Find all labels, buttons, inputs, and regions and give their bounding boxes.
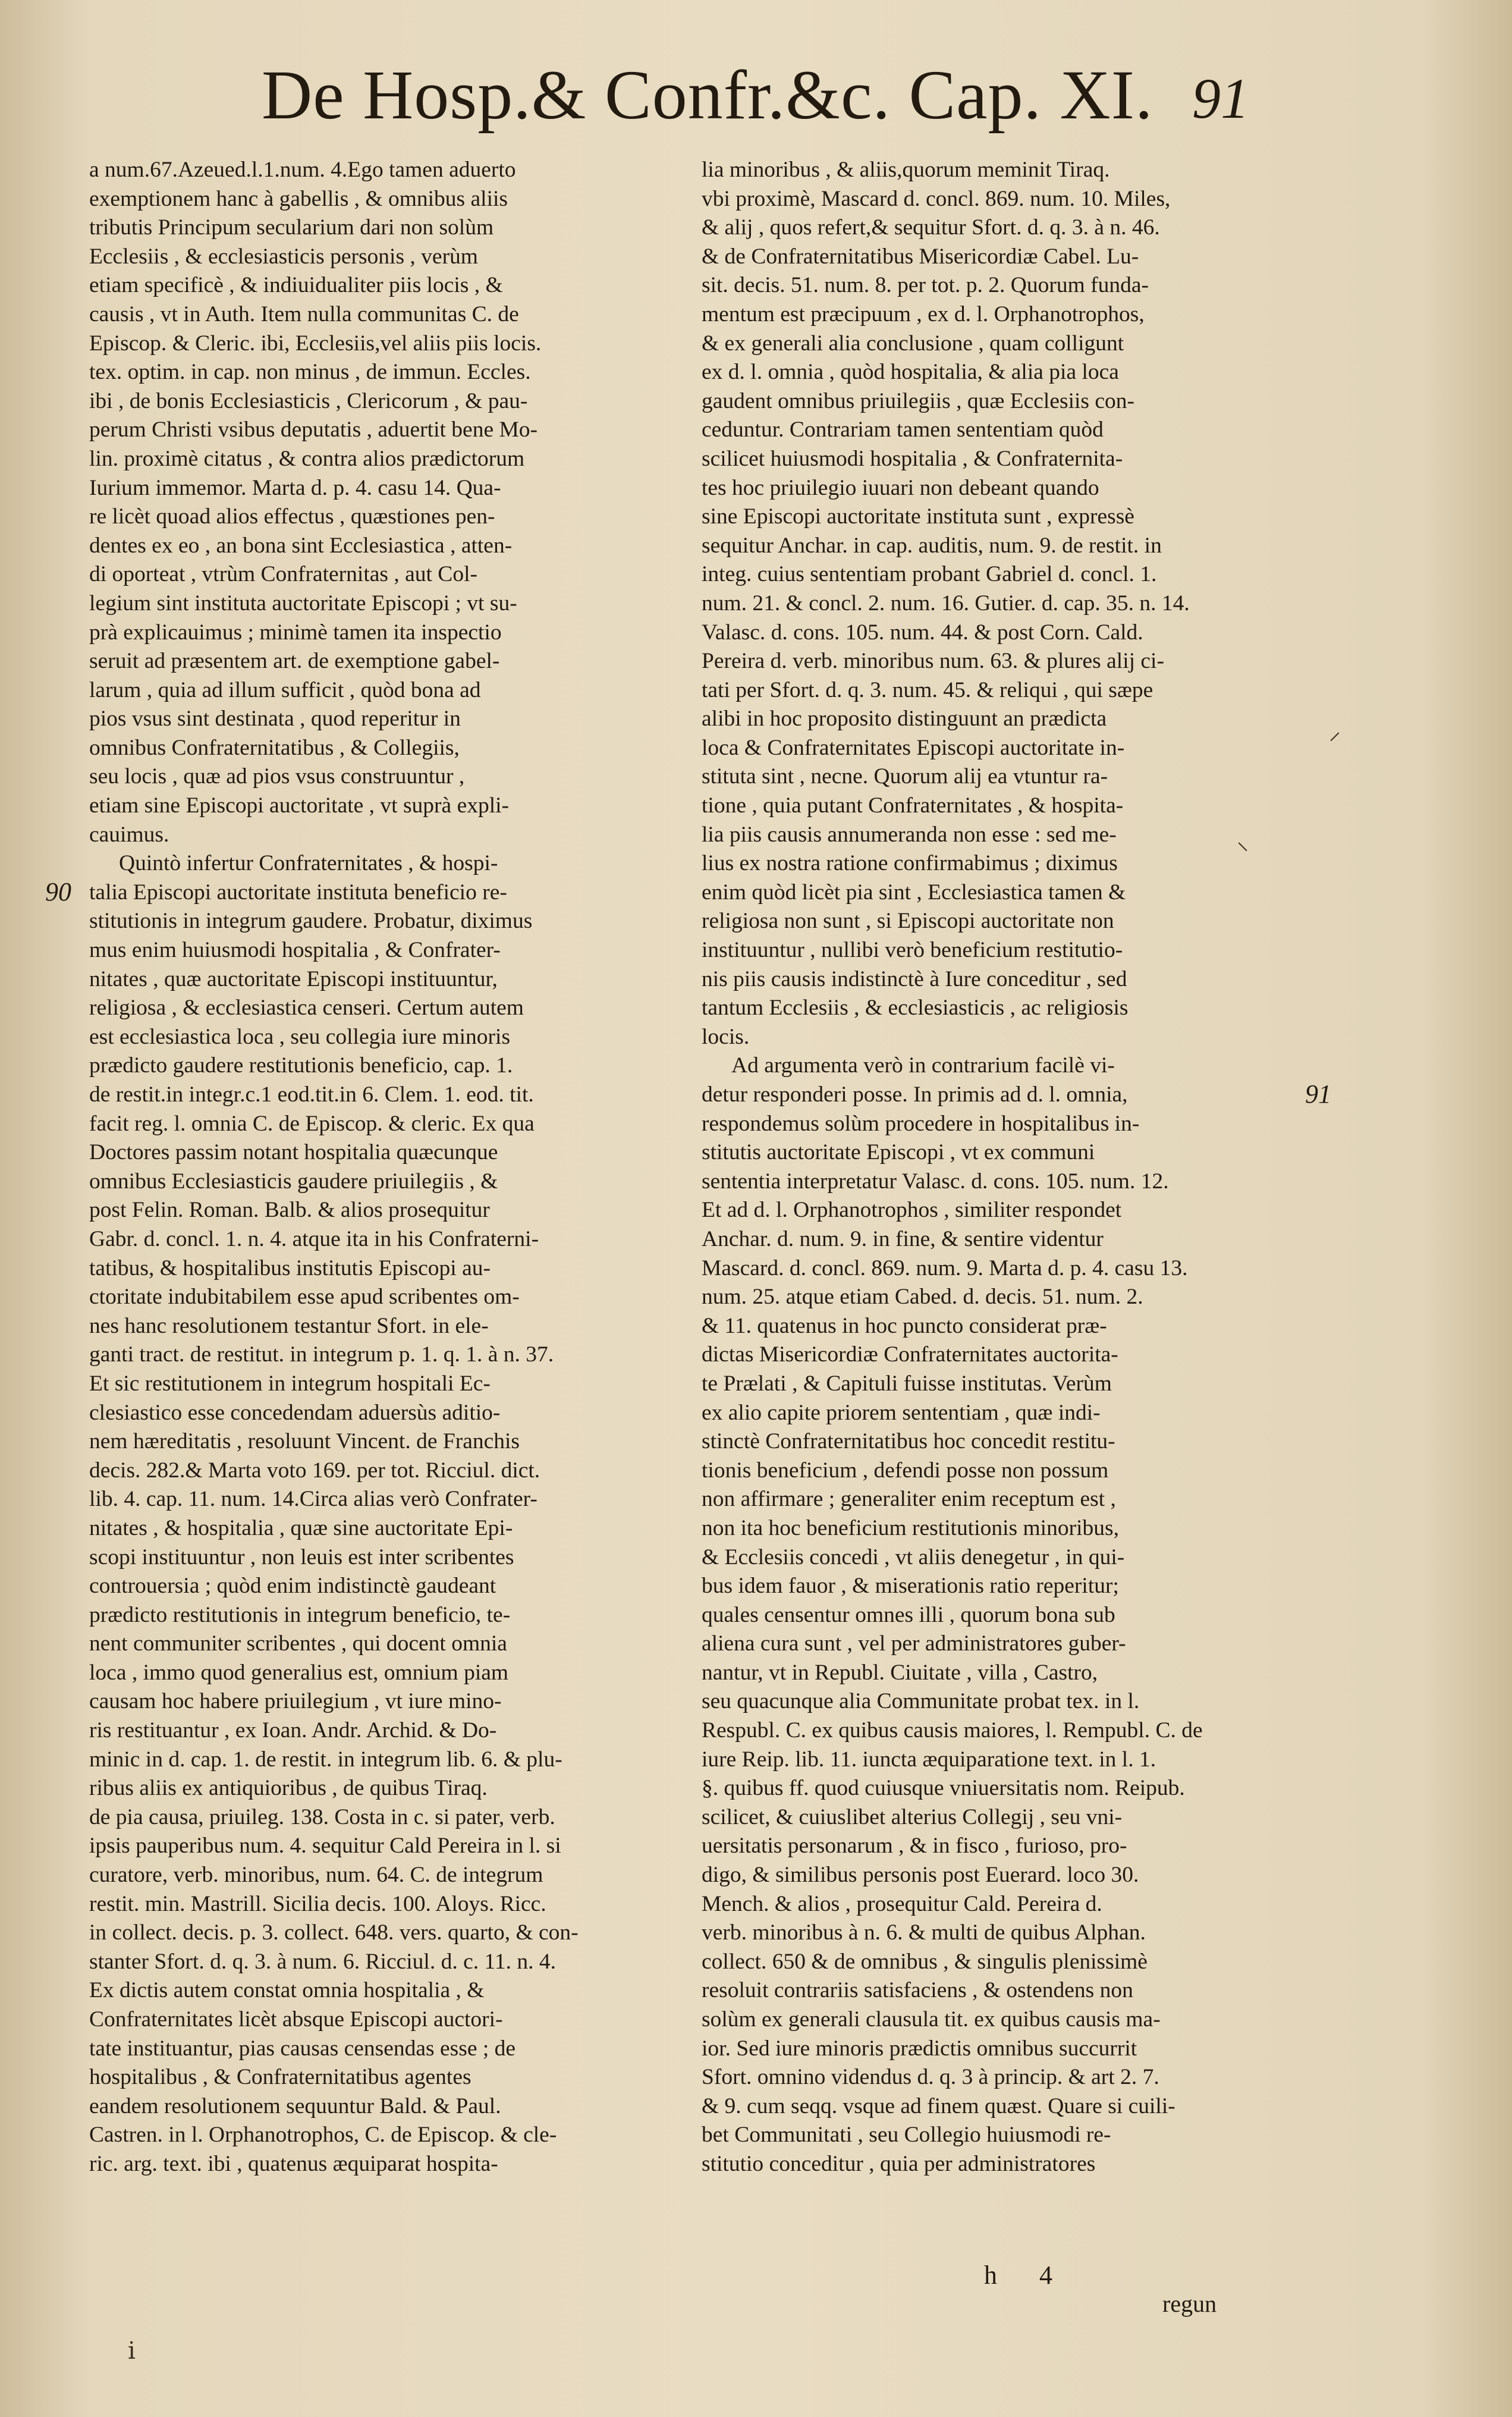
text-line: stanter Sfort. d. q. 3. à num. 6. Ricciul. d. c. 11. n. 4. xyxy=(89,1949,556,1974)
text-line: controuersia ; quòd enim indistinctè gaudeant xyxy=(89,1574,496,1599)
text-line: uersitatis personarum , & in fisco , furioso, pro- xyxy=(702,1834,1127,1859)
text-line: stinctè Confraternitatibus hoc concedit restitu- xyxy=(702,1429,1115,1454)
text-line: tributis Principum secularium dari non solùm xyxy=(89,215,494,240)
text-line: de pia causa, priuileg. 138. Costa in c. si pater, verb. xyxy=(89,1804,555,1829)
text-line: sine Episcopi auctoritate instituta sunt , expressè xyxy=(702,504,1134,529)
text-line: tione , quia putant Confraternitates , & hospita- xyxy=(702,793,1124,818)
text-line: cauimus. xyxy=(89,822,169,847)
running-title: De Hosp.& Confr.&c. Cap. XI. xyxy=(262,56,1153,134)
text-line: dentes ex eo , an bona sint Ecclesiastica , atten- xyxy=(89,533,513,558)
text-line: Pereira d. verb. minoribus num. 63. & plures alij ci- xyxy=(702,649,1164,674)
text-line: decis. 282.& Marta voto 169. per tot. Ricciul. dict. xyxy=(89,1458,540,1483)
text-line: Mascard. d. concl. 869. num. 9. Marta d. p. 4. casu 13. xyxy=(702,1255,1188,1280)
text-line: prædicto gaudere restitutionis beneficio, cap. 1. xyxy=(89,1053,513,1078)
text-line: collect. 650 & de omnibus , & singulis plenissimè xyxy=(702,1949,1148,1974)
text-line: lius ex nostra ratione confirmabimus ; diximus xyxy=(702,851,1118,876)
text-line: loca & Confraternitates Episcopi auctoritate in- xyxy=(702,735,1125,760)
text-line: tati per Sfort. d. q. 3. num. 45. & reliqui , qui sæpe xyxy=(702,677,1153,702)
page-number: 91 xyxy=(1192,67,1249,130)
left-column xyxy=(89,156,690,2179)
text-line: seruit ad præsentem art. de exemptione gabel- xyxy=(89,649,500,674)
text-line: bet Communitati , seu Collegio huiusmodi re- xyxy=(702,2123,1111,2148)
text-line: mus enim huiusmodi hospitalia , & Confrater- xyxy=(89,938,501,963)
text-line: tatibus, & hospitalibus institutis Episcopi au- xyxy=(89,1255,491,1280)
marginal-number-right: 91 xyxy=(1305,1079,1331,1109)
text-line: ganti tract. de restitut. in integrum p. 1. q. 1. à n. 37. xyxy=(89,1342,554,1367)
text-line: Doctores passim notant hospitalia quæcunque xyxy=(89,1140,498,1165)
text-line: scilicet, & cuiuslibet alterius Collegij , seu vni- xyxy=(702,1804,1123,1829)
text-line: causam hoc habere priuilegium , vt iure mino- xyxy=(89,1689,502,1714)
text-line: nem hæreditatis , resoluunt Vincent. de Franchis xyxy=(89,1429,520,1454)
text-line: sit. decis. 51. num. 8. per tot. p. 2. Quorum funda- xyxy=(702,273,1149,298)
text-line: perum Christi vsibus deputatis , aduertit bene Mo- xyxy=(89,418,538,442)
text-line: tionis beneficium , defendi posse non possum xyxy=(702,1458,1109,1483)
text-line: a num.67.Azeued.l.1.num. 4.Ego tamen aduerto xyxy=(89,158,516,182)
text-line: ris restituantur , ex Ioan. Andr. Archid. & Do- xyxy=(89,1718,497,1743)
text-line: Et ad d. l. Orphanotrophos , similiter respondet xyxy=(702,1198,1122,1223)
text-line: de restit.in integr.c.1 eod.tit.in 6. Clem. 1. eod. tit. xyxy=(89,1082,534,1107)
text-line: ex alio capite priorem sententiam , quæ indi- xyxy=(702,1400,1101,1425)
text-line: mentum est præcipuum , ex d. l. Orphanotrophos, xyxy=(702,302,1145,327)
text-line: stitutionis in integrum gaudere. Probatur, diximus xyxy=(89,909,533,934)
text-line: nis piis causis indistinctè à Iure conceditur , sed xyxy=(702,966,1127,991)
text-line: ex d. l. omnia , quòd hospitalia, & alia pia loca xyxy=(702,360,1119,385)
text-line: nantur, vt in Republ. Ciuitate , villa , Castro, xyxy=(702,1660,1098,1685)
text-line: est ecclesiastica loca , seu collegia iure minoris xyxy=(89,1024,511,1049)
text-line: minic in d. cap. 1. de restit. in integrum lib. 6. & plu- xyxy=(89,1747,562,1772)
text-line: digo, & similibus personis post Euerard. loco 30. xyxy=(702,1863,1139,1888)
text-line: lia piis causis annumeranda non esse : sed me- xyxy=(702,822,1117,847)
text-line: ribus aliis ex antiquioribus , de quibus Tiraq. xyxy=(89,1776,488,1801)
text-line: Sfort. omnino videndus d. q. 3 à princip. & art 2. 7. xyxy=(702,2065,1159,2090)
text-line: Et sic restitutionem in integrum hospitali Ec- xyxy=(89,1371,491,1396)
text-line: Ex dictis autem constat omnia hospitalia , & xyxy=(89,1978,485,2003)
text-line: verb. minoribus à n. 6. & multi de quibus Alphan. xyxy=(702,1920,1146,1945)
text-line: Gabr. d. concl. 1. n. 4. atque ita in his Confraterni- xyxy=(89,1226,539,1251)
text-line: num. 25. atque etiam Cabed. d. decis. 51. num. 2. xyxy=(702,1285,1143,1310)
text-line: seu locis , quæ ad pios vsus construuntur , xyxy=(89,764,465,789)
text-line: nes hanc resolutionem testantur Sfort. in ele- xyxy=(89,1313,489,1338)
text-line: scilicet huiusmodi hospitalia , & Confraternita- xyxy=(702,446,1123,471)
text-line: clesiastico esse concedendam aduersùs aditio- xyxy=(89,1400,501,1425)
margin-ink-mark: ⸜ xyxy=(1237,828,1249,855)
text-line: nent communiter scribentes , qui docent omnia xyxy=(89,1631,507,1656)
text-line: facit reg. l. omnia C. de Episcop. & cleric. Ex qua xyxy=(89,1111,535,1136)
text-line: prædicto restitutionis in integrum beneficio, te- xyxy=(89,1602,511,1627)
text-line: instituuntur , nullibi verò beneficium restitutio- xyxy=(702,938,1123,963)
text-line: etiam specificè , & indiuidualiter piis locis , & xyxy=(89,273,503,298)
text-line: legium sint instituta auctoritate Episcopi ; vt su- xyxy=(89,591,517,616)
text-line: locis. xyxy=(702,1024,750,1049)
text-line: tex. optim. in cap. non minus , de immun. Eccles. xyxy=(89,360,531,385)
text-line: stitutis auctoritate Episcopi , vt ex communi xyxy=(702,1140,1095,1165)
text-line: Ad argumenta verò in contrarium facilè vi- xyxy=(731,1053,1115,1078)
text-line: bus idem fauor , & miserationis ratio reperitur; xyxy=(702,1574,1119,1599)
text-line: resoluit contrariis satisfaciens , & ostendens non xyxy=(702,1978,1133,2003)
text-line: ibi , de bonis Ecclesiasticis , Clericorum , & pau- xyxy=(89,388,528,413)
text-line: larum , quia ad illum sufficit , quòd bona ad xyxy=(89,677,481,702)
text-line: seu quacunque alia Communitate probat tex. in l. xyxy=(702,1689,1140,1714)
text-line: stituta sint , necne. Quorum alij ea vtuntur ra- xyxy=(702,764,1108,789)
text-line: tantum Ecclesiis , & ecclesiasticis , ac religiosis xyxy=(702,996,1129,1021)
text-line: alibi in hoc proposito distinguunt an prædicta xyxy=(702,707,1107,732)
text-line: curatore, verb. minoribus, num. 64. C. de integrum xyxy=(89,1863,543,1888)
text-line: ric. arg. text. ibi , quatenus æquiparat hospita- xyxy=(89,2151,498,2176)
text-line: dictas Misericordiæ Confraternitates auctorita- xyxy=(702,1342,1118,1367)
text-line: in collect. decis. p. 3. collect. 648. vers. quarto, & con- xyxy=(89,1920,579,1945)
text-line: eandem resolutionem sequuntur Bald. & Paul. xyxy=(89,2093,501,2118)
text-line: sequitur Anchar. in cap. auditis, num. 9. de restit. in xyxy=(702,533,1162,558)
text-line: religiosa , & ecclesiastica censeri. Certum autem xyxy=(89,996,524,1021)
text-line: hospitalibus , & Confraternitatibus agentes xyxy=(89,2065,471,2090)
text-line: respondemus solùm procedere in hospitalibus in- xyxy=(702,1111,1140,1136)
text-line: di oporteat , vtrùm Confraternitas , aut Col- xyxy=(89,562,477,587)
text-line: Anchar. d. num. 9. in fine, & sentire videntur xyxy=(702,1226,1104,1251)
text-line: tate instituantur, pias causas censendas esse ; de xyxy=(89,2036,516,2061)
text-line: lib. 4. cap. 11. num. 14.Circa alias verò Confrater- xyxy=(89,1487,537,1512)
text-line: lia minoribus , & aliis,quorum meminit Tiraq. xyxy=(702,158,1110,182)
catchword: regun xyxy=(1162,2290,1217,2317)
text-line: Valasc. d. cons. 105. num. 44. & post Corn. Cald. xyxy=(702,620,1143,645)
text-line: non affirmare ; generaliter enim receptum est , xyxy=(702,1487,1116,1512)
text-line: re licèt quoad alios effectus , quæstiones pen- xyxy=(89,504,495,529)
text-line: ipsis pauperibus num. 4. sequitur Cald Pereira in l. si xyxy=(89,1834,561,1859)
text-line: tes hoc priuilegio iuuari non debeant quando xyxy=(702,475,1099,500)
text-line: Episcop. & Cleric. ibi, Ecclesiis,vel aliis piis locis. xyxy=(89,331,542,356)
text-line: Respubl. C. ex quibus causis maiores, l. Rempubl. C. de xyxy=(702,1718,1203,1743)
text-line: ctoritate indubitabilem esse apud scribentes om- xyxy=(89,1285,520,1310)
text-line: pios vsus sint destinata , quod reperitur in xyxy=(89,707,461,732)
text-line: ceduntur. Contrariam tamen sententiam quòd xyxy=(702,418,1104,442)
text-line: prà explicauimus ; minimè tamen ita inspectio xyxy=(89,620,502,645)
text-line: quales censentur omnes illi , quorum bona sub xyxy=(702,1602,1115,1627)
text-line: nitates , & hospitalia , quæ sine auctoritate Epi- xyxy=(89,1515,513,1540)
text-line: sententia interpretatur Valasc. d. cons. 105. num. 12. xyxy=(702,1169,1169,1194)
text-line: §. quibus ff. quod cuiusque vniuersitatis nom. Reipub. xyxy=(702,1776,1185,1801)
text-line: integ. cuius sententiam probant Gabriel d. concl. 1. xyxy=(702,562,1157,587)
margin-ink-mark: ⅰ xyxy=(128,2337,136,2365)
text-line: enim quòd licèt pia sint , Ecclesiastica tamen & xyxy=(702,880,1126,905)
text-line: scopi instituuntur , non leuis est inter scribentes xyxy=(89,1545,514,1570)
text-line: & de Confraternitatibus Misericordiæ Cabel. Lu- xyxy=(702,244,1139,269)
text-line: Castren. in l. Orphanotrophos, C. de Episcop. & cle- xyxy=(89,2123,557,2148)
text-line: Confraternitates licèt absque Episcopi auctori- xyxy=(89,2007,503,2032)
text-line: nitates , quæ auctoritate Episcopi instituuntur, xyxy=(89,966,498,991)
text-line: & 9. cum seqq. vsque ad finem quæst. Quare si cuili- xyxy=(702,2093,1175,2118)
text-line: restit. min. Mastrill. Sicilia decis. 100. Aloys. Ricc. xyxy=(89,1891,546,1916)
text-line: Quintò infertur Confraternitates , & hospi- xyxy=(119,851,498,876)
text-line: Iurium immemor. Marta d. p. 4. casu 14. Qua- xyxy=(89,475,501,500)
text-line: post Felin. Roman. Balb. & alios prosequitur xyxy=(89,1198,490,1223)
text-line: exemptionem hanc à gabellis , & omnibus aliis xyxy=(89,186,508,211)
text-line: aliena cura sunt , vel per administratores guber- xyxy=(702,1631,1126,1656)
text-line: & ex generali alia conclusione , quam colligunt xyxy=(702,331,1124,356)
text-line: stitutio conceditur , quia per administratores xyxy=(702,2151,1096,2176)
text-line: & 11. quatenus in hoc puncto considerat præ- xyxy=(702,1313,1107,1338)
text-line: etiam sine Episcopi auctoritate , vt suprà expli- xyxy=(89,793,510,818)
text-line: Mench. & alios , prosequitur Cald. Pereira d. xyxy=(702,1891,1102,1916)
text-line: detur responderi posse. In primis ad d. l. omnia, xyxy=(702,1082,1128,1107)
text-line: causis , vt in Auth. Item nulla communitas C. de xyxy=(89,302,519,327)
text-line: & Ecclesiis concedi , vt aliis denegetur , in qui- xyxy=(702,1545,1125,1570)
text-line: religiosa non sunt , si Episcopi auctoritate non xyxy=(702,909,1114,934)
text-line: talia Episcopi auctoritate instituta beneficio re- xyxy=(89,880,507,905)
text-line: non ita hoc beneficium restitutionis minoribus, xyxy=(702,1515,1119,1540)
text-line: te Prælati , & Capituli fuisse institutas. Verùm xyxy=(702,1371,1112,1396)
signature-mark: h 4 xyxy=(984,2261,1070,2290)
text-line: omnibus Ecclesiasticis gaudere priuilegiis , & xyxy=(89,1169,498,1194)
text-line: omnibus Confraternitatibus , & Collegiis, xyxy=(89,735,460,760)
marginal-number-left: 90 xyxy=(45,877,71,906)
text-line: gaudent omnibus priuilegiis , quæ Ecclesiis con- xyxy=(702,388,1135,413)
margin-ink-mark: ⸝ xyxy=(1329,718,1341,745)
text-line: Ecclesiis , & ecclesiasticis personis , verùm xyxy=(89,244,478,269)
text-line: lin. proximè citatus , & contra alios prædictorum xyxy=(89,446,525,471)
text-line: & alij , quos refert,& sequitur Sfort. d. q. 3. à n. 46. xyxy=(702,215,1160,240)
text-line: iure Reip. lib. 11. iuncta æquiparatione text. in l. 1. xyxy=(702,1747,1156,1772)
right-column xyxy=(702,156,1302,2179)
text-line: ior. Sed iure minoris prædictis omnibus succurrit xyxy=(702,2036,1137,2061)
text-line: solùm ex generali clausula tit. ex quibus causis ma- xyxy=(702,2007,1161,2032)
text-line: vbi proximè, Mascard d. concl. 869. num. 10. Miles, xyxy=(702,186,1171,211)
text-line: num. 21. & concl. 2. num. 16. Gutier. d. cap. 35. n. 14. xyxy=(702,591,1190,616)
text-line: loca , immo quod generalius est, omnium piam xyxy=(89,1660,509,1685)
